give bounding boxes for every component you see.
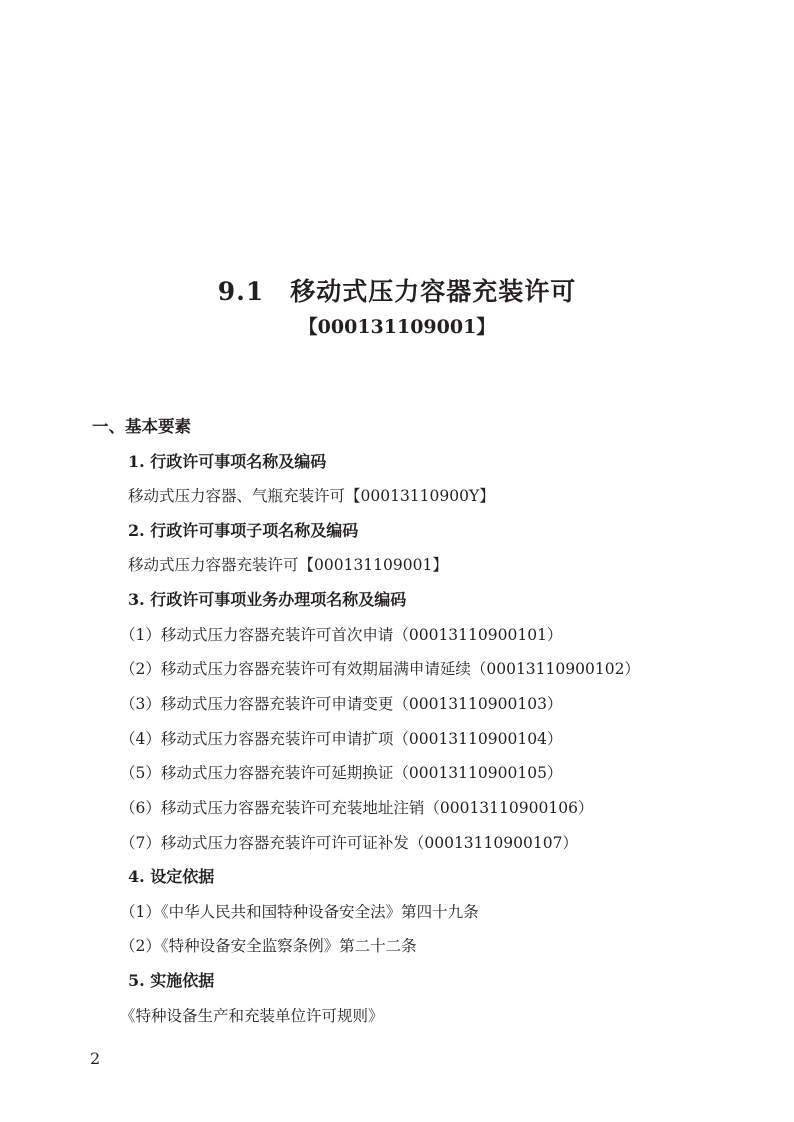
page-title (0, 274, 794, 310)
body-line: 移动式压力容器充装许可【000131109001】 (128, 556, 448, 574)
subheading-4: 4. 设定依据 (128, 867, 215, 886)
list-item: （5）移动式压力容器充装许可延期换证（00013110900105） (120, 764, 563, 782)
list-item: （2）移动式压力容器充装许可有效期届满申请延续（00013110900102） (120, 660, 640, 678)
body-line: 《特种设备生产和充装单位许可规则》 (120, 1007, 384, 1025)
section-heading: 一、基本要素 (92, 417, 191, 436)
list-item: （1）移动式压力容器充装许可首次申请（00013110900101） (120, 626, 563, 644)
title-number: 9.1 (217, 277, 265, 306)
list-item: （7）移动式压力容器充装许可许可证补发（00013110900107） (120, 834, 578, 852)
title-text: 移动式压力容器充装许可 (290, 277, 577, 306)
subheading-2: 2. 行政许可事项子项名称及编码 (128, 521, 359, 540)
list-item: （6）移动式压力容器充装许可充装地址注销（00013110900106） (120, 799, 594, 817)
body-line: 移动式压力容器、气瓶充装许可【00013110900Y】 (128, 487, 495, 505)
list-item: （2）《特种设备安全监察条例》第二十二条 (120, 937, 417, 955)
subheading-3: 3. 行政许可事项业务办理项名称及编码 (128, 590, 407, 609)
list-item: （4）移动式压力容器充装许可申请扩项（00013110900104） (120, 730, 563, 748)
title-code: 【000131109001】 (298, 316, 496, 338)
page-number: 2 (90, 1049, 101, 1068)
subheading-1: 1. 行政许可事项名称及编码 (128, 452, 327, 471)
list-item: （3）移动式压力容器充装许可申请变更（00013110900103） (120, 695, 563, 713)
list-item: （1）《中华人民共和国特种设备安全法》第四十九条 (120, 903, 479, 921)
subheading-5: 5. 实施依据 (128, 971, 215, 990)
